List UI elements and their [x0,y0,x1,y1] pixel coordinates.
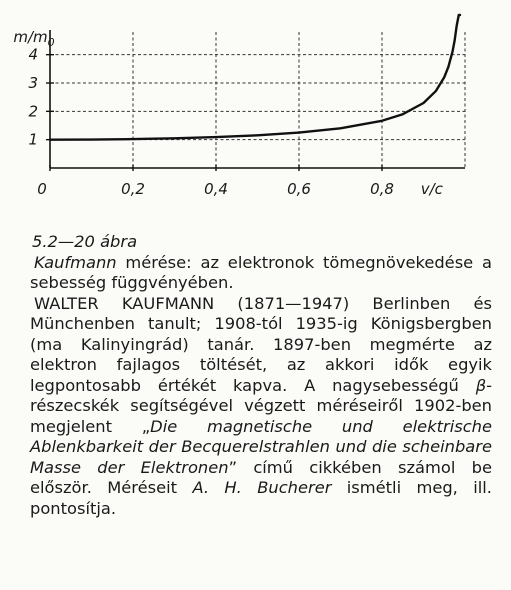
series-point-0-5 [257,134,259,136]
series-point-0-15 [454,40,456,42]
series-point-0-18 [459,14,461,16]
bio-text-3: ” című cikkében számol be először. Méréseit [30,457,492,497]
caption-block [30,232,492,519]
series-point-0-8 [381,120,383,122]
series-point-0-16 [456,25,458,27]
y-tick-label-1: 2 [28,102,38,121]
bio-text-4: ismétli meg, ill. pontosítja. [30,478,492,518]
series-point-0-7 [340,127,342,129]
y-tick-label-3: 4 [28,45,38,64]
y-tick-label-2: 3 [28,74,38,92]
x-tick-label-4: 0,8 [370,180,394,198]
series-point-0-12 [443,76,445,78]
series-line-0 [50,15,460,140]
series-point-0-10 [423,102,425,104]
y-axis-label: $m/m_0$ [13,28,55,49]
series-point-0-9 [402,113,404,115]
y-tick-label-0: 1 [28,130,38,149]
x-tick-label-3: 0,6 [287,180,311,198]
chart-tick-labels [28,46,393,198]
bio-text-2: -részecskék segítségével végzett méréseiről 1902-ben megjelent „ [30,375,492,436]
article-title: Die magnetische und elektrische Ablenkbarkeit der Becquerelstrahlen und die scheinbare Masse der Elektronen [30,416,492,477]
bucherer-name: A. H. Bucherer [192,478,332,497]
series-point-0-14 [452,51,454,53]
series-point-0-4 [215,136,217,138]
chart-axis-labels [13,28,443,198]
chart-axes [46,30,465,171]
caption-description [30,253,492,294]
figure-number: 5.2—20 ábra [32,232,138,251]
caption-author: Kaufmann [34,252,117,272]
chart [0,0,511,225]
chart-grid [50,32,465,168]
biography-paragraph [30,294,492,520]
series-point-0-0 [49,139,51,141]
series-point-0-3 [174,137,176,139]
series-point-0-6 [298,132,300,134]
bio-text-1: WALTER KAUFMANN (1871—1947) Berlinben és Münchenben tanult; 1908-tól 1935-ig Königsbergben (ma Kalinyingrád) tanár. 1897-ben megmérte az elektron fajlagos töltését, az akkori idők egyik legpontosabb értékét kapva. A nagysebességű [30,293,492,395]
x-tick-label-0: 0 [37,180,47,198]
series-point-0-2 [132,138,134,140]
chart-series [49,14,461,140]
series-point-0-1 [91,139,93,141]
x-axis-label: v/c [420,180,443,198]
x-tick-label-2: 0,4 [204,180,228,198]
x-tick-label-1: 0,2 [121,180,145,198]
series-point-0-13 [448,66,450,68]
series-point-0-11 [435,90,437,92]
caption-text: mérése: az elektronok tömegnövekedése a sebesség függvényében. [30,252,492,292]
beta-symbol: β [475,375,487,395]
